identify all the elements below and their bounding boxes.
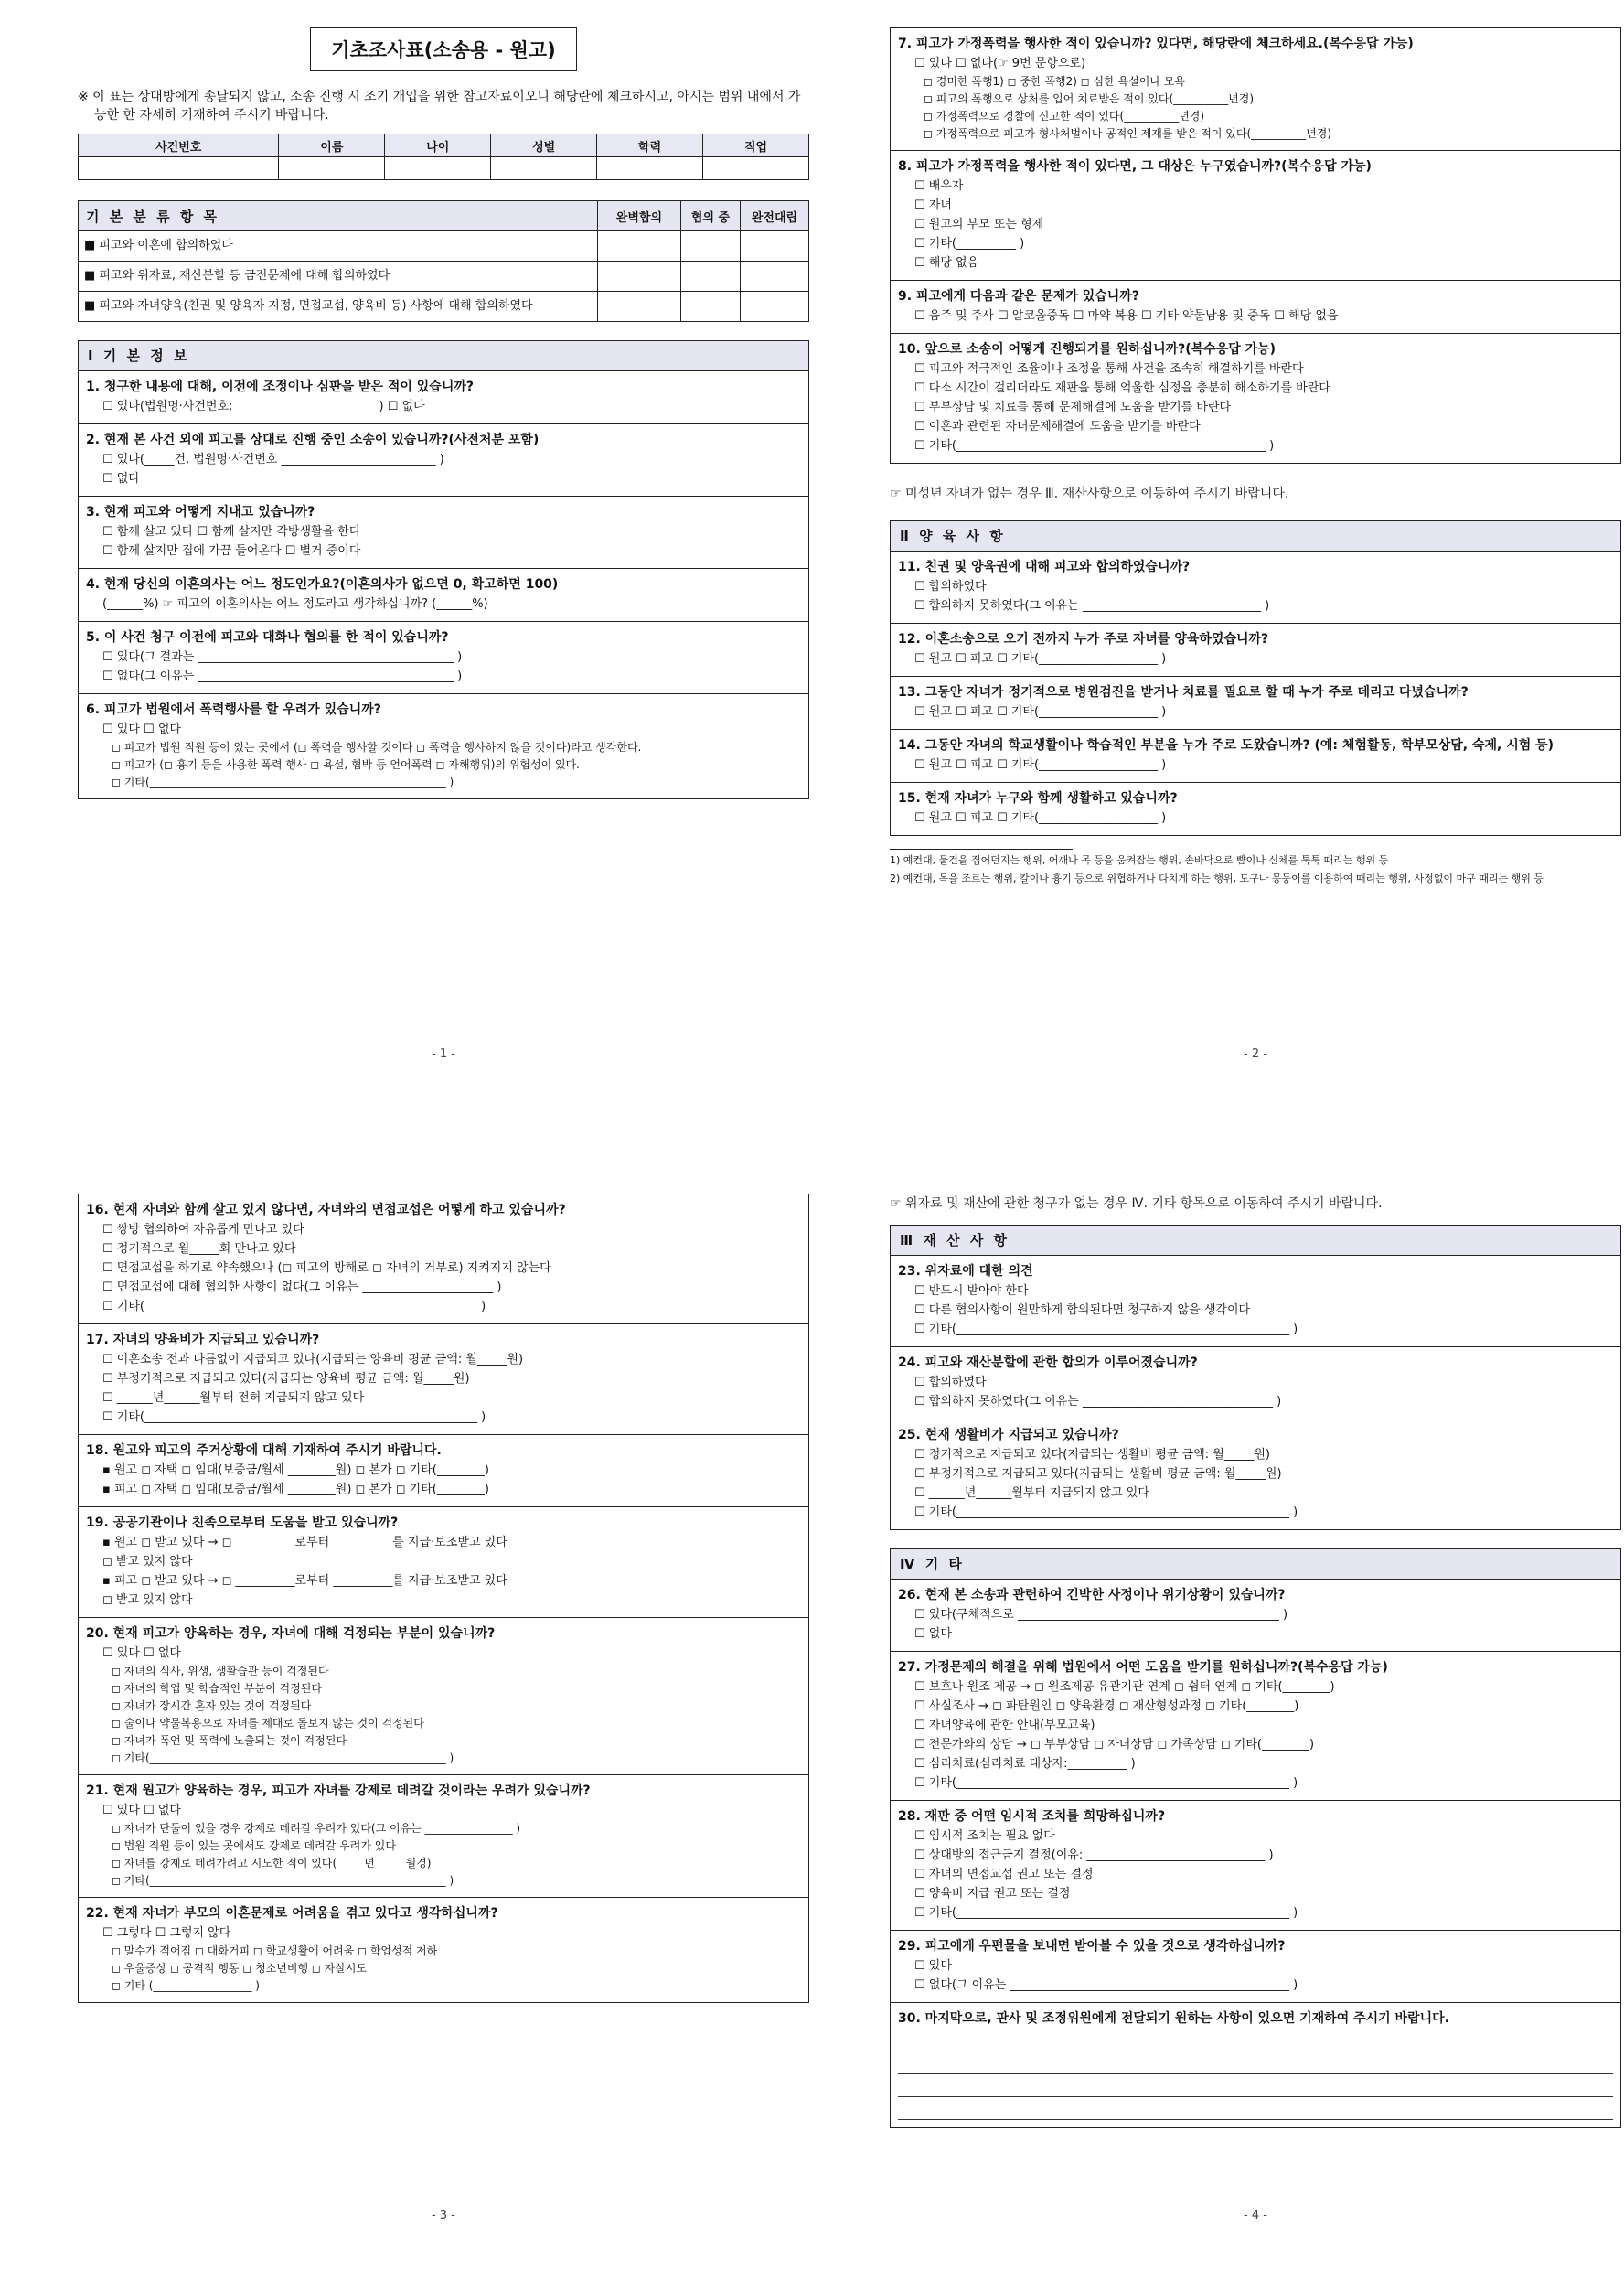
answer-option[interactable]: ☐ 기타(________________________________________________________ ) [102, 1300, 486, 1313]
answer-option[interactable]: ☐ 있다(그 결과는 ___________________________________________ ) [102, 650, 463, 664]
classification-row [79, 292, 809, 322]
sub-option[interactable]: ◻ 피고가 (◻ 흉기 등을 사용한 폭력 행사 ◻ 욕설, 협박 등 언어폭력 ◻ 자해행위)의 위험성이 있다. [112, 758, 580, 771]
question-block [79, 371, 808, 424]
sub-option[interactable]: ◻ 가정폭력으로 경찰에 신고한 적이 있다(__________년경) [924, 110, 1205, 123]
info-header: 이름 [279, 134, 385, 157]
sub-option[interactable]: ◻ 피고의 폭행으로 상처를 입어 치료받은 적이 있다(__________년경) [924, 92, 1255, 105]
question-block [891, 1347, 1620, 1419]
question-block [79, 622, 808, 694]
classification-label: ■ 피고와 자녀양육(친권 및 양육자 지정, 면접교섭, 양육비 등) 사항에 대해 합의하였다 [79, 292, 598, 322]
answer-option[interactable]: ☐ 면접교섭을 하기로 약속했으나 (◻ 피고의 방해로 ◻ 자녀의 거부로) 지켜지지 않는다 [102, 1261, 551, 1275]
answer-option[interactable]: ☐ 합의하였다 [914, 1376, 987, 1389]
answer-option[interactable]: ☐ 부정기적으로 지급되고 있다(지급되는 생활비 평균 금액: 월_____원) [914, 1467, 1282, 1481]
answer-option[interactable]: ☐ 다소 시간이 걸리더라도 재판을 통해 억울한 심정을 충분히 해소하기를 바란다 [914, 381, 1330, 395]
footnote-2: 2) 예컨대, 목을 조르는 행위, 칼이나 흉기 등으로 위협하거나 다치게 하는 행위, 도구나 몽둥이를 이용하여 때리는 행위, 사정없이 마구 때리는 행위 등 [890, 873, 1544, 884]
answer-option[interactable]: ☐ 부정기적으로 지급되고 있다(지급되는 양육비 평균 금액: 월_____원) [102, 1372, 470, 1386]
sub-option[interactable]: ◻ 술이나 약물복용으로 자녀를 제대로 돌보지 않는 것이 걱정된다 [112, 1717, 424, 1730]
classification-check-cell[interactable] [598, 262, 681, 292]
section-header: Ⅰ 기 본 정 보 [79, 341, 808, 371]
info-header: 성별 [491, 134, 597, 157]
answer-option[interactable]: ☐ 반드시 받아야 한다 [914, 1284, 1029, 1298]
question-block [79, 694, 808, 798]
question-title: 23. 위자료에 대한 의견 [898, 1264, 1033, 1279]
question-block [79, 1435, 808, 1507]
question-block [891, 1801, 1620, 1931]
answer-option[interactable]: ▪ 피고 ◻ 받고 있다 → ◻ __________로부터 __________를 지급·보조받고 있다 [102, 1574, 508, 1588]
question-block [891, 281, 1620, 334]
classification-check-cell[interactable] [598, 231, 681, 262]
question-block [79, 1618, 808, 1775]
answer-option[interactable]: ☐ ______년______월부터 전혀 지급되지 않고 있다 [102, 1391, 365, 1405]
sub-option[interactable]: ◻ 기타(______________________________________________________ ) [112, 776, 454, 788]
question-block [891, 1931, 1620, 2003]
classification-check-cell[interactable] [741, 231, 809, 262]
question-block [79, 569, 808, 622]
question-title: 15. 현재 자녀가 누구와 함께 생활하고 있습니까? [898, 791, 1178, 806]
question-block [891, 677, 1620, 730]
info-header: 나이 [385, 134, 491, 157]
question-title: 14. 그동안 자녀의 학교생활이나 학습적인 부분을 누가 주로 도왔습니까? (예: 체험활동, 학부모상담, 숙제, 시험 등) [898, 738, 1555, 753]
section-custody [890, 520, 1621, 836]
classification-table [78, 200, 809, 322]
skip-hint: ☞ 미성년 자녀가 없는 경우 Ⅲ. 재산사항으로 이동하여 주시기 바랍니다. [890, 487, 1289, 501]
section-basic-info [78, 340, 809, 799]
question-title: 9. 피고에게 다음과 같은 문제가 있습니까? [898, 289, 1139, 304]
question-block [79, 424, 808, 497]
col-conflict: 완전대립 [741, 201, 809, 231]
question-title: 27. 가정문제의 해결을 위해 법원에서 어떤 도움을 받기를 원하십니까?(복수응답 가능) [898, 1660, 1388, 1675]
question-title: 6. 피고가 법원에서 폭력행사를 할 우려가 있습니까? [86, 702, 381, 717]
sub-option[interactable]: ◻ 자녀가 폭언 및 폭력에 노출되는 것이 걱정된다 [112, 1734, 347, 1747]
question-title: 17. 자녀의 양육비가 지급되고 있습니까? [86, 1333, 320, 1347]
question-title: 11. 친권 및 양육권에 대해 피고와 합의하였습니까? [898, 560, 1191, 574]
answer-option[interactable]: ☐ 자녀의 면접교섭 권고 또는 결정 [914, 1868, 1094, 1881]
section-continued [890, 27, 1621, 464]
question-block [79, 1507, 808, 1618]
question-title: 16. 현재 자녀와 함께 살고 있지 않다면, 자녀와의 면접교섭은 어떻게 하고 있습니까? [86, 1203, 566, 1217]
question-title: 30. 마지막으로, 판사 및 조정위원에게 전달되기 원하는 사항이 있으면 기재하여 주시기 바랍니다. [898, 2011, 1449, 2026]
answer-option[interactable]: ☐ 배우자 [914, 179, 964, 193]
info-input-cell[interactable] [491, 157, 597, 180]
question-block [891, 552, 1620, 624]
info-input-cell[interactable] [597, 157, 703, 180]
page-number: - 1 - [432, 1047, 455, 1061]
question-title: 3. 현재 피고와 어떻게 지내고 있습니까? [86, 505, 315, 520]
answer-option[interactable]: ☐ 상대방의 접근금지 결정(이유: ______________________________ ) [914, 1848, 1274, 1862]
answer-option[interactable]: ☐ 기타(__________ ) [914, 237, 1025, 251]
answer-option[interactable]: ☐ 부부상담 및 치료를 통해 문제해결에 도움을 받기를 바란다 [914, 401, 1232, 414]
question-block [891, 151, 1620, 281]
answer-option[interactable]: ☐ 기타(____________________________________________________ ) [914, 439, 1275, 453]
answer-option[interactable]: ☐ 있다 [914, 1959, 952, 1973]
sub-option[interactable]: ◻ 기타(______________________________________________________ ) [112, 1751, 454, 1764]
sub-option[interactable]: ◻ 자녀의 식사, 위생, 생활습관 등이 걱정된다 [112, 1665, 329, 1677]
question-block [891, 28, 1620, 151]
question-block [891, 1256, 1620, 1347]
answer-option[interactable]: ☐ 이혼소송 전과 다름없이 지급되고 있다(지급되는 양육비 평균 금액: 월_____원) [102, 1353, 524, 1366]
answer-option[interactable]: ☐ 없다 [914, 1627, 952, 1641]
question-title: 1. 청구한 내용에 대해, 이전에 조정이나 심판을 받은 적이 있습니까? [86, 380, 474, 394]
sub-option[interactable]: ◻ 자녀의 학업 및 학습적인 부분이 걱정된다 [112, 1682, 322, 1695]
answer-option[interactable]: ☐ 합의하였다 [914, 580, 987, 594]
document-title: 기초조사표(소송용 - 원고) [310, 27, 577, 71]
answer-option[interactable]: ☐ 전문가와의 상담 → ◻ 부부상담 ◻ 자녀상담 ◻ 가족상담 ◻ 기타(________) [914, 1738, 1315, 1751]
question-block [79, 1898, 808, 2002]
answer-option[interactable]: ◻ 받고 있지 않다 [102, 1555, 193, 1569]
answer-option[interactable]: ☐ 이혼과 관련된 자녀문제해결에 도움을 받기를 바란다 [914, 420, 1201, 434]
answer-option[interactable]: ☐ 면접교섭에 대해 협의한 사항이 없다(그 이유는 ______________________ ) [102, 1280, 502, 1294]
question-block [79, 497, 808, 569]
question-block [891, 334, 1620, 463]
answer-option[interactable]: ☐ 원고 ☐ 피고 ☐ 기타(____________________ ) [914, 811, 1167, 825]
write-line[interactable] [898, 2029, 1613, 2051]
write-line[interactable] [898, 2051, 1613, 2074]
answer-option[interactable]: ☐ 해당 없음 [914, 256, 979, 270]
info-input-cell[interactable] [279, 157, 385, 180]
question-title: 21. 현재 원고가 양육하는 경우, 피고가 자녀를 강제로 데려갈 것이라는 우려가 있습니까? [86, 1784, 591, 1798]
answer-option[interactable]: ☐ 없다(그 이유는 _______________________________________________ ) [914, 1978, 1298, 1992]
page-2 [890, 27, 1621, 1061]
question-title: 5. 이 사건 청구 이전에 피고와 대화나 협의를 한 적이 있습니까? [86, 630, 449, 645]
write-line[interactable] [898, 2097, 1613, 2120]
case-info-table [78, 134, 809, 180]
question-title: 26. 현재 본 소송과 관련하여 긴박한 사정이나 위기상황이 있습니까? [898, 1588, 1286, 1602]
question-block [79, 1324, 808, 1435]
answer-option[interactable]: ☐ 기타(________________________________________________________ ) [914, 1505, 1298, 1519]
classification-label: ■ 피고와 위자료, 재산분할 등 금전문제에 대해 합의하였다 [79, 262, 598, 292]
question-block [79, 1775, 808, 1898]
skip-hint: ☞ 위자료 및 재산에 관한 청구가 없는 경우 Ⅳ. 기타 항목으로 이동하여 주시기 바랍니다. [890, 1196, 1383, 1211]
question-title: 13. 그동안 자녀가 정기적으로 병원검진을 받거나 치료를 필요로 할 때 누가 주로 데리고 다녔습니까? [898, 685, 1469, 700]
classification-check-cell[interactable] [598, 292, 681, 322]
question-title: 8. 피고가 가정폭력을 행사한 적이 있다면, 그 대상은 누구였습니까?(복수응답 가능) [898, 159, 1372, 174]
answer-option[interactable]: ☐ 있다 ☐ 없다 [102, 723, 181, 736]
answer-option[interactable]: ☐ 기타(________________________________________________________ ) [102, 1410, 486, 1424]
answer-option[interactable]: ☐ 기타(________________________________________________________ ) [914, 1323, 1298, 1336]
sub-option[interactable]: ◻ 가정폭력으로 피고가 형사처벌이나 공적인 제재를 받은 적이 있다(__________년경) [924, 127, 1332, 140]
sub-option[interactable]: ◻ 자녀를 강제로 데려가려고 시도한 적이 있다(_____년 _____월경) [112, 1857, 432, 1869]
question-block [891, 1580, 1620, 1652]
notice-text: ※ 이 표는 상대방에게 송달되지 않고, 소송 진행 시 조기 개입을 위한 참고자료이오니 해당란에 체크하시고, 아시는 범위 내에서 가능한 한 자세히 기재하여 주시기 바랍니다. [78, 90, 801, 123]
footnote-divider [890, 849, 1073, 850]
question-title: 10. 앞으로 소송이 어떻게 진행되기를 원하십니까?(복수응답 가능) [898, 342, 1277, 357]
answer-option[interactable]: ▪ 원고 ◻ 받고 있다 → ◻ __________로부터 __________를 지급·보조받고 있다 [102, 1536, 508, 1549]
answer-option[interactable]: ▪ 원고 ◻ 자택 ◻ 임대(보증금/월세 ________원) ◻ 본가 ◻ 기타(________) [102, 1463, 489, 1477]
classification-check-cell[interactable] [681, 231, 741, 262]
sub-option[interactable]: ◻ 피고가 법원 직원 등이 있는 곳에서 (◻ 폭력을 행사할 것이다 ◻ 폭력을 행사하지 않을 것이다)라고 생각한다. [112, 741, 642, 754]
answer-option[interactable]: ☐ 함께 살고 있다 ☐ 함께 살지만 각방생활을 한다 [102, 525, 361, 539]
answer-option[interactable]: ☐ 있다 ☐ 없다 [102, 1646, 181, 1660]
page-number: - 2 - [1244, 1047, 1267, 1061]
info-header: 사건번호 [79, 134, 279, 157]
col-negotiating: 협의 중 [681, 201, 741, 231]
answer-option[interactable]: ☐ 기타(________________________________________________________ ) [914, 1776, 1298, 1790]
question-title: 22. 현재 자녀가 부모의 이혼문제로 어려움을 겪고 있다고 생각하십니까? [86, 1906, 498, 1921]
classification-check-cell[interactable] [681, 292, 741, 322]
info-input-cell[interactable] [703, 157, 809, 180]
classification-check-cell[interactable] [741, 262, 809, 292]
answer-option[interactable]: ☐ 쌍방 협의하여 자유롭게 만나고 있다 [102, 1223, 304, 1237]
sub-option[interactable]: ◻ 말수가 적어짐 ◻ 대화거피 ◻ 학교생활에 어려움 ◻ 학업성적 저하 [112, 1944, 438, 1957]
section-header: Ⅲ 재 산 사 항 [891, 1226, 1620, 1256]
classification-check-cell[interactable] [681, 262, 741, 292]
page-4 [890, 1194, 1621, 2223]
answer-option[interactable]: ☐ 기타(________________________________________________________ ) [914, 1906, 1298, 1920]
answer-option[interactable]: ☐ 양육비 지급 권고 또는 결정 [914, 1887, 1071, 1901]
answer-option[interactable]: ☐ 있다(_____건, 법원명·사건번호 __________________________ ) [102, 453, 444, 466]
classification-label: ■ 피고와 이혼에 합의하였다 [79, 231, 598, 262]
classification-row [79, 262, 809, 292]
classification-row [79, 231, 809, 262]
answer-option[interactable]: ☐ 심리치료(심리치료 대상자:__________ ) [914, 1757, 1136, 1771]
answer-option[interactable]: ☐ 그렇다 ☐ 그렇지 않다 [102, 1926, 231, 1940]
answer-option[interactable]: ▪ 피고 ◻ 자택 ◻ 임대(보증금/월세 ________원) ◻ 본가 ◻ 기타(________) [102, 1483, 489, 1496]
question-block [79, 1194, 808, 1324]
answer-option[interactable]: ☐ 원고의 부모 또는 형제 [914, 218, 1044, 231]
answer-option[interactable]: ☐ 임시적 조치는 필요 없다 [914, 1829, 1055, 1843]
answer-option[interactable]: ☐ 원고 ☐ 피고 ☐ 기타(____________________ ) [914, 652, 1167, 666]
section-property [890, 1225, 1621, 1530]
info-header: 학력 [597, 134, 703, 157]
sub-option[interactable]: ◻ 우울증상 ◻ 공격적 행동 ◻ 청소년비행 ◻ 자살시도 [112, 1962, 368, 1975]
page-number: - 3 - [432, 2209, 455, 2223]
sub-option[interactable]: ◻ 기타 (__________________ ) [112, 1979, 260, 1992]
sub-option[interactable]: ◻ 법원 직원 등이 있는 곳에서도 강제로 데려갈 우려가 있다 [112, 1839, 396, 1852]
classification-check-cell[interactable] [741, 292, 809, 322]
answer-option[interactable]: ☐ 정기적으로 지급되고 있다(지급되는 생활비 평균 금액: 월_____원) [914, 1448, 1270, 1462]
question-block [891, 2003, 1620, 2127]
col-agreed: 완벽합의 [598, 201, 681, 231]
sub-option[interactable]: ◻ 기타(______________________________________________________ ) [112, 1874, 454, 1887]
answer-option[interactable]: ☐ 있다(법원명·사건번호:________________________ ) ☐ 없다 [102, 400, 425, 413]
answer-option[interactable]: ☐ 합의하지 못하였다(그 이유는 ________________________________ ) [914, 1395, 1282, 1409]
answer-option[interactable]: ☐ 다른 협의사항이 원만하게 합의된다면 청구하지 않을 생각이다 [914, 1303, 1251, 1317]
question-block [891, 1652, 1620, 1801]
page-number: - 4 - [1244, 2209, 1267, 2223]
question-block [891, 624, 1620, 677]
question-title: 28. 재판 중 어떤 임시적 조치를 희망하십니까? [898, 1809, 1166, 1824]
question-block [891, 730, 1620, 783]
question-title: 18. 원고와 피고의 주거상황에 대해 기재하여 주시기 바랍니다. [86, 1443, 442, 1458]
answer-option[interactable]: ☐ 없다 [102, 472, 140, 486]
question-title: 20. 현재 피고가 양육하는 경우, 자녀에 대해 걱정되는 부분이 있습니까? [86, 1626, 496, 1641]
section-header: Ⅱ 양 육 사 항 [891, 521, 1620, 552]
section-other [890, 1548, 1621, 2128]
answer-option[interactable]: ☐ 있다(구체적으로 ____________________________________________ ) [914, 1608, 1288, 1622]
answer-option[interactable]: ☐ 함께 살지만 집에 가끔 들어온다 ☐ 별거 중이다 [102, 544, 361, 558]
answer-option[interactable]: ☐ 있다 ☐ 없다(☞ 9번 문항으로) [914, 57, 1086, 70]
question-title: 4. 현재 당신의 이혼의사는 어느 정도인가요?(이혼의사가 없으면 0, 확고하면 100) [86, 577, 559, 592]
answer-option[interactable]: ☐ 음주 및 주사 ☐ 알코올중독 ☐ 마약 복용 ☐ 기타 약물남용 및 중독 ☐ 해당 없음 [914, 309, 1339, 323]
info-header: 직업 [703, 134, 809, 157]
question-title: 12. 이혼소송으로 오기 전까지 누가 주로 자녀를 양육하였습니까? [898, 632, 1269, 647]
answer-option[interactable]: ☐ 합의하지 못하였다(그 이유는 ______________________________ ) [914, 599, 1270, 613]
info-input-cell[interactable] [79, 157, 279, 180]
answer-option[interactable]: ☐ 정기적으로 월_____회 만나고 있다 [102, 1242, 296, 1256]
answer-option[interactable]: ☐ ______년______월부터 지급되지 않고 있다 [914, 1486, 1149, 1500]
question-title: 19. 공공기관이나 친족으로부터 도움을 받고 있습니까? [86, 1516, 399, 1530]
page-3 [78, 1194, 809, 2223]
footnote-1: 1) 예컨대, 물건을 집어던지는 행위, 어깨나 목 등을 움켜잡는 행위, 손바닥으로 뺨이나 신체를 툭툭 때리는 행위 등 [890, 854, 1389, 866]
sub-option[interactable]: ◻ 경미한 폭행1) ◻ 중한 폭행2) ◻ 심한 욕설이나 모욕 [924, 75, 1185, 88]
answer-option[interactable]: ☐ 사실조사 → ◻ 파탄원인 ◻ 양육환경 ◻ 재산형성과정 ◻ 기타(________) [914, 1699, 1299, 1713]
question-title: 25. 현재 생활비가 지급되고 있습니까? [898, 1428, 1119, 1442]
answer-option[interactable]: ☐ 원고 ☐ 피고 ☐ 기타(____________________ ) [914, 705, 1167, 719]
answer-option[interactable]: ◻ 받고 있지 않다 [102, 1593, 193, 1607]
answer-option[interactable]: ☐ 보호나 원조 제공 → ◻ 원조제공 유관기관 연계 ◻ 쉼터 연계 ◻ 기타(________) [914, 1680, 1335, 1694]
answer-option[interactable]: ☐ 피고와 적극적인 조율이나 조정을 통해 사건을 조속히 해결하기를 바란다 [914, 362, 1304, 376]
question-block [891, 1419, 1620, 1529]
sub-option[interactable]: ◻ 자녀가 장시간 혼자 있는 것이 걱정된다 [112, 1699, 312, 1712]
answer-option[interactable]: ☐ 원고 ☐ 피고 ☐ 기타(____________________ ) [914, 758, 1167, 772]
section-header: Ⅳ 기 타 [891, 1549, 1620, 1580]
sub-option[interactable]: ◻ 자녀가 단둘이 있을 경우 강제로 데려갈 우려가 있다(그 이유는 ________________ ) [112, 1822, 521, 1835]
write-line[interactable] [898, 2074, 1613, 2097]
answer-option[interactable]: ☐ 자녀 [914, 198, 952, 212]
section-custody-continued [78, 1194, 809, 2003]
answer-option[interactable]: ☐ 있다 ☐ 없다 [102, 1804, 181, 1817]
answer-option[interactable]: ☐ 없다(그 이유는 ___________________________________________ ) [102, 670, 463, 683]
question-title: 2. 현재 본 사건 외에 피고를 상대로 진행 중인 소송이 있습니까?(사전처분 포함) [86, 433, 540, 447]
question-title: 29. 피고에게 우편물을 보내면 받아볼 수 있을 것으로 생각하십니까? [898, 1939, 1286, 1954]
question-title: 7. 피고가 가정폭력을 행사한 적이 있습니까? 있다면, 해당란에 체크하세요.(복수응답 가능) [898, 37, 1414, 51]
question-block [891, 783, 1620, 835]
answer-option[interactable]: ☐ 자녀양육에 관한 안내(부모교육) [914, 1719, 1095, 1732]
answer-option[interactable]: (______%) ☞ 피고의 이혼의사는 어느 정도라고 생각하십니까? (______%) [102, 597, 488, 611]
question-title: 24. 피고와 재산분할에 관한 합의가 이루어졌습니까? [898, 1355, 1198, 1370]
page-1 [78, 27, 809, 1061]
classification-header: 기 본 분 류 항 목 [79, 201, 598, 231]
info-input-cell[interactable] [385, 157, 491, 180]
